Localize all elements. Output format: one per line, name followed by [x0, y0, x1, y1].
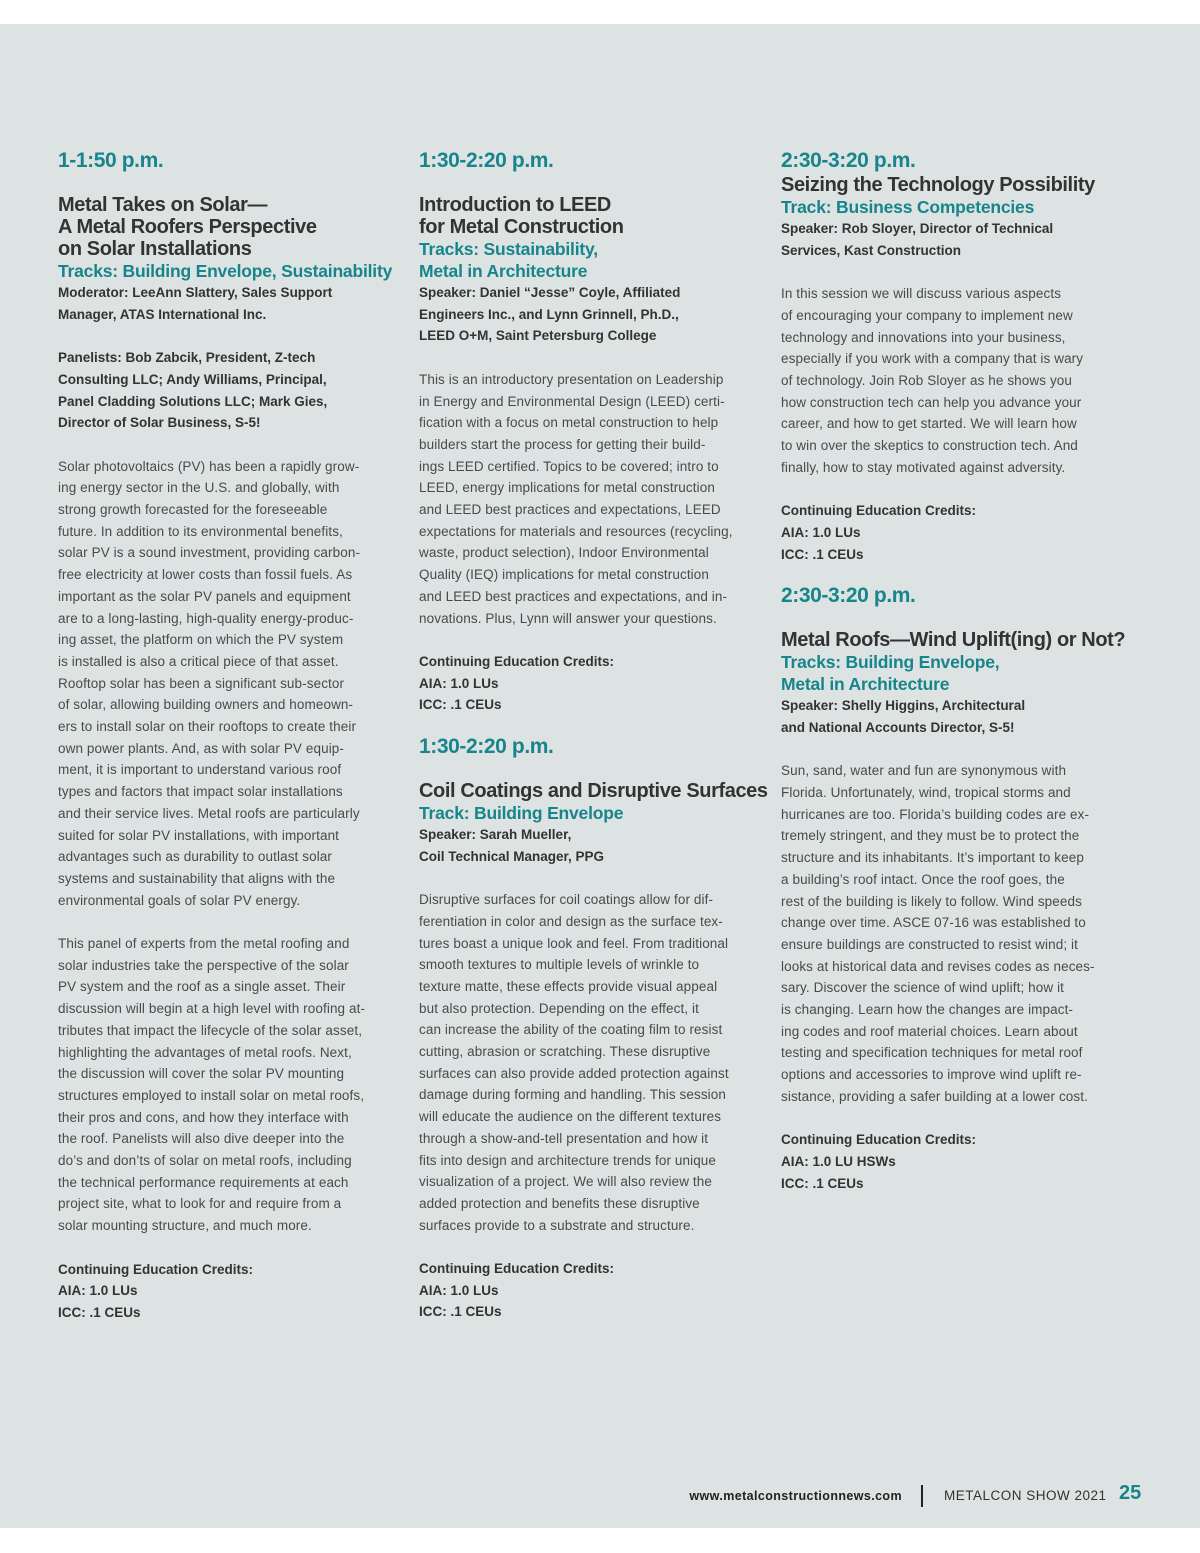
magazine-page [0, 24, 1200, 1528]
body-line: tributes that impact the lifecycle of the solar asset, [58, 1022, 363, 1038]
body-line: finally, how to stay motivated against adversity. [781, 459, 1066, 475]
body-line: visualization of a project. We will also review the [419, 1174, 712, 1190]
panelists-line: Consulting LLC; Andy Williams, Principal, [58, 371, 327, 387]
body-line: especially if you work with a company that is wary [781, 351, 1084, 367]
body-line: Quality (IEQ) implications for metal construction [419, 567, 709, 583]
body-line: This panel of experts from the metal roofing and [58, 936, 350, 952]
speaker-line: and National Accounts Director, S-5! [781, 719, 1015, 735]
body-line: This is an introductory presentation on Leadership [419, 371, 724, 387]
body-line: discussion will begin at a high level with roofing at- [58, 1001, 366, 1017]
body-line: structures employed to install solar on metal roofs, [58, 1087, 365, 1103]
speaker-line: Coil Technical Manager, PPG [419, 848, 605, 864]
body-line: looks at historical data and revises codes as neces- [781, 958, 1095, 974]
credits-aia: AIA: 1.0 LUs [58, 1283, 138, 1299]
education-credits [58, 1259, 394, 1324]
session-time: 1:30-2:20 p.m. [419, 735, 554, 759]
body-line: technology and innovations into your business, [781, 329, 1066, 345]
session-time: 2:30-3:20 p.m. [781, 584, 916, 608]
speaker-line: Speaker: Shelly Higgins, Architectural [781, 698, 1026, 714]
credits-heading: Continuing Education Credits: [58, 1261, 253, 1277]
title-line: Introduction to LEED [419, 194, 611, 216]
credits-aia: AIA: 1.0 LU HSWs [781, 1153, 896, 1169]
session-title [781, 174, 1117, 196]
body-line: can increase the ability of the coating film to resist [419, 1022, 723, 1038]
credits-icc: ICC: .1 CEUs [781, 546, 864, 562]
body-line: Solar photovoltaics (PV) has been a rapidly grow- [58, 458, 360, 474]
body-line: of technology. Join Rob Sloyer as he shows you [781, 372, 1073, 388]
body-line: solar mounting structure, and much more. [58, 1218, 312, 1234]
education-credits [781, 1129, 1117, 1194]
body-line: ensure buildings are constructed to resist wind; it [781, 936, 1078, 952]
body-line: the roof. Panelists will also dive deeper into the [58, 1131, 345, 1147]
title-line: Metal Roofs—Wind Uplift(ing) or Not? [781, 629, 1126, 652]
panelists-line: Panel Cladding Solutions LLC; Mark Gies, [58, 393, 328, 409]
speaker-line: Services, Kast Construction [781, 242, 962, 258]
track-line: Tracks: Building Envelope, [781, 652, 1000, 673]
moderator-line: Moderator: LeeAnn Slattery, Sales Support [58, 285, 333, 300]
credits-icc: ICC: .1 CEUs [58, 1304, 141, 1320]
speaker-line: Speaker: Sarah Mueller, [419, 827, 572, 843]
body-line: testing and specification techniques for metal roof [781, 1045, 1083, 1061]
session-description [781, 283, 1117, 478]
session-track [419, 238, 755, 282]
session-track [781, 651, 1117, 695]
title-line: for Metal Construction [419, 216, 624, 238]
session-panelists [58, 347, 394, 434]
body-line: rest of the building is likely to follow. Wind speeds [781, 893, 1082, 909]
body-line: options and accessories to improve wind uplift re- [781, 1067, 1082, 1083]
education-credits [419, 1258, 755, 1323]
body-line: a building’s roof intact. Once the roof goes, the [781, 871, 1065, 887]
body-line: sary. Discover the science of wind uplift; how it [781, 980, 1065, 996]
session-time: 2:30-3:20 p.m. [781, 149, 916, 172]
body-line: Rooftop solar has been a significant sub-sector [58, 675, 345, 691]
session-track [781, 196, 1117, 218]
panelists-line: Panelists: Bob Zabcik, President, Z-tech [58, 350, 316, 366]
body-line: In this session we will discuss various aspects [781, 286, 1062, 302]
credits-aia: AIA: 1.0 LUs [419, 675, 499, 691]
footer-divider [921, 1485, 923, 1507]
body-line: waste, product selection), Indoor Environmental [419, 545, 709, 561]
body-line: strong growth forecasted for the foreseeable [58, 502, 328, 517]
body-line: ment, it is important to understand various roof [58, 762, 342, 778]
body-line: ing asset, the platform on which the PV system [58, 632, 344, 648]
publication-name: METALCON SHOW 2021 [944, 1488, 1107, 1503]
education-credits [781, 500, 1117, 565]
body-line: the discussion will cover the solar PV mounting [58, 1066, 345, 1082]
body-line: ferentiation in color and design as the surface tex- [419, 913, 723, 929]
body-line: types and factors that impact solar installations [58, 784, 343, 800]
body-line: highlighting the advantages of metal roofs. Next, [58, 1044, 352, 1060]
speaker-line: LEED O+M, Saint Petersburg College [419, 328, 657, 344]
page-footer [0, 1482, 1200, 1515]
body-line: ers to install solar on their rooftops to create their [58, 719, 357, 735]
title-line: Coil Coatings and Disruptive Surfaces [419, 780, 768, 803]
page-number: 25 [1119, 1482, 1142, 1504]
session-title [419, 194, 755, 238]
body-line: to win over the skeptics to construction tech. And [781, 438, 1078, 454]
credits-icc: ICC: .1 CEUs [419, 1304, 502, 1320]
body-line: is installed is also a critical piece of that asset. [58, 653, 339, 669]
body-line: systems and sustainability that aligns with the [58, 870, 336, 886]
body-line: through a show-and-tell presentation and how it [419, 1130, 709, 1146]
body-line: of encouraging your company to implement new [781, 307, 1073, 323]
body-line: fits into design and architecture trends for unique [419, 1152, 717, 1168]
body-line: Sun, sand, water and fun are synonymous with [781, 763, 1067, 779]
education-credits [419, 651, 755, 716]
credits-heading: Continuing Education Credits: [781, 503, 976, 519]
body-line: solar industries take the perspective of the solar [58, 957, 349, 973]
body-line: Disruptive surfaces for coil coatings allow for dif- [419, 892, 714, 908]
body-line: and LEED best practices and expectations, and in- [419, 588, 728, 604]
speaker-line: Speaker: Rob Sloyer, Director of Technical [781, 221, 1054, 236]
session-speakers [781, 218, 1117, 261]
body-line: added protection and benefits these disruptive [419, 1195, 700, 1211]
body-line: the technical performance requirements at each [58, 1174, 349, 1190]
body-line: LEED, energy implications for metal construction [419, 480, 715, 496]
body-line: in Energy and Environmental Design (LEED) certi- [419, 393, 725, 409]
body-line: are to a long-lasting, high-quality energy-produc- [58, 610, 354, 626]
session-speakers [419, 824, 755, 867]
body-line: will educate the audience on the different textures [419, 1109, 722, 1125]
body-line: surfaces can also provide added protection against [419, 1065, 729, 1081]
credits-aia: AIA: 1.0 LUs [419, 1282, 499, 1298]
credits-heading: Continuing Education Credits: [419, 653, 614, 669]
body-line: ing codes and roof material choices. Learn about [781, 1023, 1078, 1039]
title-line: A Metal Roofers Perspective [58, 216, 317, 238]
website-link[interactable]: www.metalconstructionnews.com [689, 1489, 902, 1503]
body-line: own power plants. And, as with solar PV equip- [58, 740, 345, 756]
track-line: Metal in Architecture [419, 261, 588, 281]
body-line: smooth textures to multiple levels of wrinkle to [419, 957, 700, 973]
session-time: 1:30-2:20 p.m. [419, 149, 554, 172]
title-line: Seizing the Technology Possibility [781, 174, 1095, 196]
body-line: project site, what to look for and require from a [58, 1196, 342, 1212]
body-line: free electricity at lower costs than fossil fuels. As [58, 567, 353, 583]
body-line: ings LEED certified. Topics to be covered; intro to [419, 458, 719, 474]
body-line: but also protection. Depending on the effect, it [419, 1000, 699, 1016]
body-line: texture matte, these effects provide visual appeal [419, 978, 718, 994]
moderator-line: Manager, ATAS International Inc. [58, 306, 267, 322]
session-description [781, 760, 1117, 1107]
body-line: do’s and don’ts of solar on metal roofs, including [58, 1153, 352, 1169]
body-line: solar PV is a sound investment, providing carbon- [58, 545, 361, 561]
body-line: expectations for materials and resources (recycling, [419, 523, 733, 539]
body-line: novations. Plus, Lynn will answer your questions. [419, 610, 717, 626]
body-line: advantages such as durability to outlast solar [58, 849, 333, 865]
body-line: tures boast a unique look and feel. From traditional [419, 935, 729, 951]
body-line: suited for solar PV installations, with important [58, 827, 340, 843]
body-line: hurricanes are too. Florida’s building codes are ex- [781, 806, 1090, 822]
body-line: and their service lives. Metal roofs are particularly [58, 805, 360, 821]
body-line: surfaces provide to a substrate and structure. [419, 1217, 695, 1233]
body-line: important as the solar PV panels and equipment [58, 588, 351, 604]
track-line: Track: Building Envelope [419, 803, 624, 824]
session-description [419, 889, 755, 1236]
track-line: Tracks: Sustainability, [419, 239, 598, 259]
body-line: sistance, providing a safer building at a lower cost. [781, 1088, 1088, 1104]
body-line: their pros and cons, and how they interface with [58, 1109, 349, 1125]
body-line: fication with a focus on metal construction to help [419, 415, 719, 431]
column-2 [419, 148, 768, 1323]
session-speakers [419, 282, 755, 347]
body-line: damage during forming and handling. This session [419, 1087, 726, 1103]
body-line: and LEED best practices and expectations, LEED [419, 502, 721, 518]
body-line: cutting, abrasion or scratching. These disruptive [419, 1044, 711, 1060]
body-line: career, and how to get started. We will learn how [781, 416, 1077, 432]
credits-heading: Continuing Education Credits: [419, 1261, 614, 1277]
body-line: Florida. Unfortunately, wind, tropical storms and [781, 785, 1071, 801]
session-title [58, 194, 394, 260]
body-line: environmental goals of solar PV energy. [58, 892, 301, 908]
body-line: PV system and the roof as a single asset. Their [58, 979, 346, 995]
session-speakers [781, 695, 1117, 738]
body-line: builders start the process for getting their build- [419, 436, 706, 452]
title-line: Metal Takes on Solar— [58, 194, 268, 216]
title-line: on Solar Installations [58, 238, 252, 260]
session-title [781, 629, 1126, 652]
credits-icc: ICC: .1 CEUs [781, 1175, 864, 1191]
session-description [419, 369, 755, 629]
column-1 [58, 148, 394, 1324]
speaker-line: Speaker: Daniel “Jesse” Coyle, Affiliated [419, 285, 681, 300]
body-line: tremely stringent, and they must be to protect the [781, 828, 1080, 844]
panelists-line: Director of Solar Business, S-5! [58, 415, 261, 431]
credits-heading: Continuing Education Credits: [781, 1132, 976, 1148]
credits-aia: AIA: 1.0 LUs [781, 524, 861, 540]
session-track [419, 802, 755, 824]
session-track [58, 260, 394, 282]
body-line: change over time. ASCE 07-16 was established to [781, 915, 1086, 931]
session-description [58, 456, 394, 912]
body-line: structure and its inhabitants. It’s important to keep [781, 850, 1084, 866]
speaker-line: Engineers Inc., and Lynn Grinnell, Ph.D., [419, 306, 679, 322]
session-time: 1-1:50 p.m. [58, 149, 164, 172]
body-line: future. In addition to its environmental benefits, [58, 523, 343, 539]
track-line: Track: Business Competencies [781, 197, 1035, 217]
credits-icc: ICC: .1 CEUs [419, 697, 502, 713]
session-title [419, 780, 768, 803]
body-line: how construction tech can help you advance your [781, 394, 1082, 410]
column-3 [781, 148, 1126, 1194]
body-line: ing energy sector in the U.S. and globally, with [58, 480, 340, 496]
track-line: Tracks: Building Envelope, Sustainability [58, 261, 393, 281]
body-line: is changing. Learn how the changes are impact- [781, 1002, 1074, 1018]
session-description-2 [58, 933, 394, 1237]
session-moderator [58, 282, 394, 325]
track-line: Metal in Architecture [781, 674, 950, 695]
body-line: of solar, allowing building owners and homeown- [58, 697, 354, 713]
